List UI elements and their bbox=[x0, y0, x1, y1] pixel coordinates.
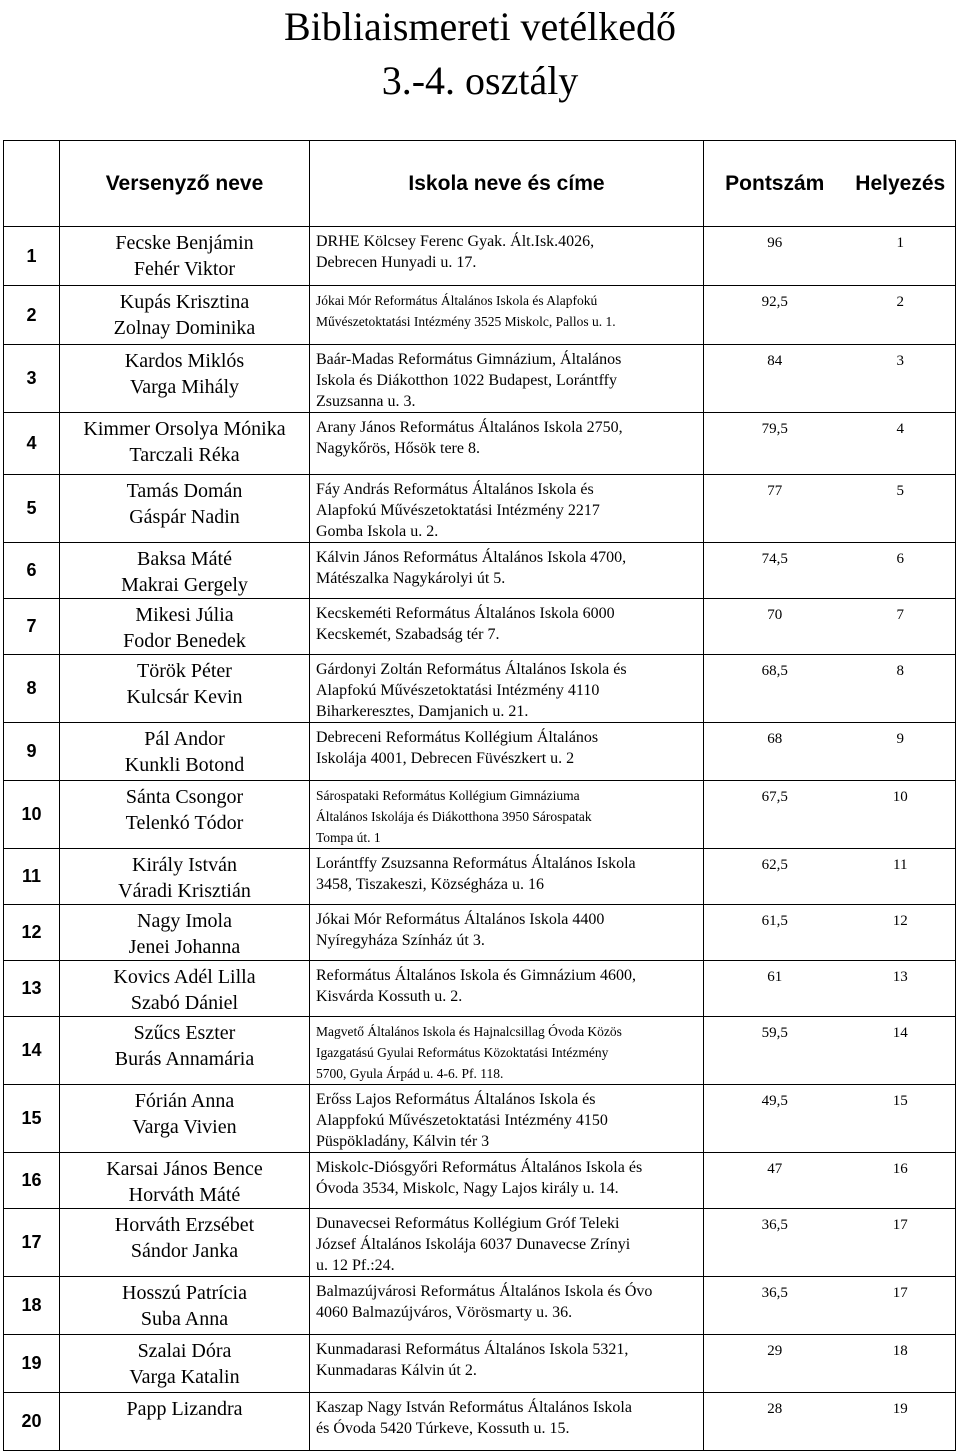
contestant-name: Kovics Adél Lilla bbox=[113, 966, 256, 988]
school-line: DRHE Kölcsey Ferenc Gyak. Ált.Isk.4026, bbox=[316, 233, 595, 250]
contestant-name: Suba Anna bbox=[140, 1308, 229, 1330]
title-line-2: 3.-4. osztály bbox=[381, 58, 579, 103]
score-value: 67,5 bbox=[704, 781, 846, 849]
school-info bbox=[310, 1085, 704, 1153]
table-row bbox=[4, 286, 956, 345]
school-line: Miskolc-Diósgyőri Református Általános Iskola és bbox=[316, 1159, 643, 1176]
place-value: 17 bbox=[846, 1209, 956, 1277]
contestant-name: Telenkó Tódor bbox=[125, 812, 244, 834]
row-number: 8 bbox=[4, 655, 60, 723]
score-value: 49,5 bbox=[704, 1085, 846, 1153]
contestant-name: Baksa Máté bbox=[137, 548, 232, 570]
row-number: 13 bbox=[4, 961, 60, 1017]
contestant-name: Tamás Domán bbox=[126, 480, 243, 502]
contestant-names bbox=[60, 599, 310, 655]
school-line: Kecskeméti Református Általános Iskola 6000 bbox=[316, 605, 615, 622]
row-number: 19 bbox=[4, 1335, 60, 1393]
row-number: 15 bbox=[4, 1085, 60, 1153]
school-info bbox=[310, 1393, 704, 1451]
score-value: 77 bbox=[704, 475, 846, 543]
score-value: 96 bbox=[704, 227, 846, 286]
table-row bbox=[4, 475, 956, 543]
school-line: Református Általános Iskola és Gimnázium 4600, bbox=[316, 967, 636, 984]
row-number: 11 bbox=[4, 849, 60, 905]
school-line: Biharkeresztes, Damjanich u. 21. bbox=[316, 703, 529, 720]
place-value: 3 bbox=[846, 345, 956, 413]
school-info bbox=[310, 905, 704, 961]
table-row bbox=[4, 1335, 956, 1393]
table-row bbox=[4, 723, 956, 781]
contestant-name: Varga Mihály bbox=[129, 376, 240, 398]
table-row bbox=[4, 1017, 956, 1085]
table-row bbox=[4, 1393, 956, 1451]
place-value: 1 bbox=[846, 227, 956, 286]
contestant-name: Kulcsár Kevin bbox=[126, 686, 243, 708]
school-line: Erőss Lajos Református Általános Iskola és bbox=[316, 1091, 596, 1108]
contestant-names bbox=[60, 413, 310, 475]
table-row bbox=[4, 345, 956, 413]
row-number: 5 bbox=[4, 475, 60, 543]
contestant-name: Gáspár Nadin bbox=[129, 506, 240, 528]
contestant-names bbox=[60, 905, 310, 961]
school-info bbox=[310, 1277, 704, 1335]
school-info bbox=[310, 413, 704, 475]
school-info bbox=[310, 345, 704, 413]
contestant-name: Mikesi Júlia bbox=[135, 604, 234, 626]
school-line: József Általános Iskolája 6037 Dunavecse Zrínyi bbox=[316, 1236, 631, 1253]
contestant-names bbox=[60, 849, 310, 905]
contestant-name: Sándor Janka bbox=[130, 1240, 239, 1262]
contestant-name: Varga Vivien bbox=[132, 1116, 237, 1138]
school-line: Kaszap Nagy István Református Általános Iskola bbox=[316, 1399, 632, 1416]
header-row bbox=[4, 141, 956, 227]
row-number: 14 bbox=[4, 1017, 60, 1085]
score-value: 28 bbox=[704, 1393, 846, 1451]
row-number: 4 bbox=[4, 413, 60, 475]
school-line: Debreceni Református Kollégium Általános bbox=[316, 729, 599, 746]
place-value: 17 bbox=[846, 1277, 956, 1335]
table-row bbox=[4, 599, 956, 655]
school-line: Fáy András Református Általános Iskola és bbox=[316, 481, 594, 498]
school-line: Püspökladány, Kálvin tér 3 bbox=[316, 1133, 490, 1150]
score-value: 36,5 bbox=[704, 1277, 846, 1335]
contestant-name: Burás Annamária bbox=[114, 1048, 255, 1070]
school-line: Gárdonyi Zoltán Református Általános Iskola és bbox=[316, 661, 627, 678]
school-line: 3458, Tiszakeszi, Községháza u. 16 bbox=[316, 876, 544, 893]
contestant-name: Király István bbox=[132, 854, 237, 876]
school-line: 5700, Gyula Árpád u. 4-6. Pf. 118. bbox=[316, 1066, 504, 1081]
contestant-name: Török Péter bbox=[137, 660, 232, 682]
contestant-name: Tarczali Réka bbox=[129, 444, 240, 466]
school-line: Debrecen Hunyadi u. 17. bbox=[316, 254, 477, 271]
score-value: 92,5 bbox=[704, 286, 846, 345]
school-info bbox=[310, 543, 704, 599]
place-value: 9 bbox=[846, 723, 956, 781]
contestant-name: Pál Andor bbox=[144, 728, 225, 750]
school-line: Nagykőrös, Hősök tere 8. bbox=[316, 440, 480, 457]
contestant-name: Varga Katalin bbox=[129, 1366, 240, 1388]
school-line: Tompa út. 1 bbox=[316, 830, 381, 845]
contestant-names bbox=[60, 723, 310, 781]
score-value: 79,5 bbox=[704, 413, 846, 475]
score-value: 62,5 bbox=[704, 849, 846, 905]
place-value: 14 bbox=[846, 1017, 956, 1085]
contestant-name: Fórián Anna bbox=[134, 1090, 235, 1112]
contestant-name: Kunkli Botond bbox=[124, 754, 245, 776]
school-info bbox=[310, 599, 704, 655]
results-table-wrap bbox=[3, 140, 955, 1451]
contestant-names bbox=[60, 1209, 310, 1277]
table-row bbox=[4, 413, 956, 475]
contestant-name: Horváth Erzsébet bbox=[114, 1214, 255, 1236]
place-value: 7 bbox=[846, 599, 956, 655]
place-value: 11 bbox=[846, 849, 956, 905]
score-value: 47 bbox=[704, 1153, 846, 1209]
place-value: 19 bbox=[846, 1393, 956, 1451]
row-number: 6 bbox=[4, 543, 60, 599]
contestant-name: Hosszú Patrícia bbox=[122, 1282, 247, 1304]
table-body bbox=[4, 227, 956, 1451]
score-value: 36,5 bbox=[704, 1209, 846, 1277]
place-value: 13 bbox=[846, 961, 956, 1017]
header-name: Versenyző neve bbox=[60, 141, 310, 227]
header-school: Iskola neve és címe bbox=[310, 141, 704, 227]
contestant-name: Papp Lizandra bbox=[126, 1398, 243, 1420]
table-row bbox=[4, 905, 956, 961]
contestant-names bbox=[60, 475, 310, 543]
contestant-name: Kimmer Orsolya Mónika bbox=[83, 418, 286, 440]
school-line: Kecskemét, Szabadság tér 7. bbox=[316, 626, 500, 643]
row-number: 9 bbox=[4, 723, 60, 781]
school-info bbox=[310, 286, 704, 345]
school-info bbox=[310, 723, 704, 781]
score-value: 84 bbox=[704, 345, 846, 413]
place-value: 2 bbox=[846, 286, 956, 345]
place-value: 18 bbox=[846, 1335, 956, 1393]
place-value: 15 bbox=[846, 1085, 956, 1153]
header-number bbox=[4, 141, 60, 227]
row-number: 7 bbox=[4, 599, 60, 655]
table-row bbox=[4, 849, 956, 905]
school-line: Alapfokú Művészetoktatási Intézmény 2217 bbox=[316, 502, 600, 519]
school-info bbox=[310, 849, 704, 905]
school-line: Baár-Madas Református Gimnázium, Általános bbox=[316, 351, 622, 368]
contestant-name: Karsai János Bence bbox=[106, 1158, 263, 1180]
contestant-name: Fehér Viktor bbox=[133, 258, 236, 280]
score-value: 68 bbox=[704, 723, 846, 781]
school-line: Arany János Református Általános Iskola 2750, bbox=[316, 419, 623, 436]
score-value: 29 bbox=[704, 1335, 846, 1393]
school-line: Jókai Mór Református Általános Iskola és Alapfokú bbox=[316, 293, 598, 308]
contestant-name: Fodor Benedek bbox=[123, 630, 246, 652]
school-line: u. 12 Pf.:24. bbox=[316, 1257, 395, 1274]
contestant-name: Váradi Krisztián bbox=[118, 880, 251, 902]
school-line: Kisvárda Kossuth u. 2. bbox=[316, 988, 463, 1005]
school-info bbox=[310, 1335, 704, 1393]
table-row bbox=[4, 781, 956, 849]
school-info bbox=[310, 1209, 704, 1277]
school-line: Lorántffy Zsuzsanna Református Általános Iskola bbox=[316, 855, 636, 872]
header-place: Helyezés bbox=[846, 141, 956, 227]
school-line: Kunmadaras Kálvin út 2. bbox=[316, 1362, 477, 1379]
school-line: Gomba Iskola u. 2. bbox=[316, 523, 439, 540]
row-number: 17 bbox=[4, 1209, 60, 1277]
contestant-names bbox=[60, 655, 310, 723]
row-number: 10 bbox=[4, 781, 60, 849]
row-number: 20 bbox=[4, 1393, 60, 1451]
school-info bbox=[310, 1017, 704, 1085]
school-line: Általános Iskolája és Diákotthona 3950 Sárospatak bbox=[316, 809, 592, 824]
school-info bbox=[310, 961, 704, 1017]
school-line: Művészetoktatási Intézmény 3525 Miskolc, Pallos u. 1. bbox=[316, 314, 616, 329]
contestant-names bbox=[60, 1393, 310, 1451]
table-row bbox=[4, 1153, 956, 1209]
school-info bbox=[310, 781, 704, 849]
contestant-name: Zolnay Dominika bbox=[113, 317, 256, 339]
contestant-name: Jenei Johanna bbox=[128, 936, 241, 958]
table-row bbox=[4, 543, 956, 599]
school-line: Zsuzsanna u. 3. bbox=[316, 393, 416, 410]
contestant-name: Nagy Imola bbox=[137, 910, 232, 932]
school-line: Nyíregyháza Színház út 3. bbox=[316, 932, 485, 949]
contestant-names bbox=[60, 1335, 310, 1393]
school-line: Igazgatású Gyulai Református Közoktatási Intézmény bbox=[316, 1045, 609, 1060]
school-line: Óvoda 3534, Miskolc, Nagy Lajos király u. 14. bbox=[316, 1180, 619, 1197]
contestant-name: Szűcs Eszter bbox=[133, 1022, 236, 1044]
score-value: 61,5 bbox=[704, 905, 846, 961]
results-table bbox=[3, 140, 956, 1451]
contestant-names bbox=[60, 543, 310, 599]
school-line: Kunmadarasi Református Általános Iskola 5321, bbox=[316, 1341, 629, 1358]
school-line: Balmazújvárosi Református Általános Iskola és Óvo bbox=[316, 1283, 653, 1300]
place-value: 6 bbox=[846, 543, 956, 599]
place-value: 5 bbox=[846, 475, 956, 543]
table-row bbox=[4, 227, 956, 286]
school-line: Alapfokú Művészetoktatási Intézmény 4110 bbox=[316, 682, 600, 699]
contestant-names bbox=[60, 1153, 310, 1209]
score-value: 68,5 bbox=[704, 655, 846, 723]
place-value: 8 bbox=[846, 655, 956, 723]
contestant-names bbox=[60, 1017, 310, 1085]
score-value: 61 bbox=[704, 961, 846, 1017]
school-line: 4060 Balmazújváros, Vörösmarty u. 36. bbox=[316, 1304, 573, 1321]
contestant-name: Szabó Dániel bbox=[130, 992, 239, 1014]
contestant-names bbox=[60, 781, 310, 849]
school-info bbox=[310, 475, 704, 543]
contestant-names bbox=[60, 1277, 310, 1335]
row-number: 12 bbox=[4, 905, 60, 961]
place-value: 12 bbox=[846, 905, 956, 961]
school-line: Iskolája 4001, Debrecen Füvészkert u. 2 bbox=[316, 750, 575, 767]
header-score: Pontszám bbox=[704, 141, 846, 227]
contestant-name: Kupás Krisztina bbox=[119, 291, 250, 313]
school-line: Alappfokú Művészetoktatási Intézmény 4150 bbox=[316, 1112, 608, 1129]
score-value: 59,5 bbox=[704, 1017, 846, 1085]
school-line: Kálvin János Református Általános Iskola 4700, bbox=[316, 549, 627, 566]
title-block bbox=[0, 0, 960, 138]
title-line-1: Bibliaismereti vetélkedő bbox=[283, 4, 677, 49]
school-info bbox=[310, 655, 704, 723]
school-info bbox=[310, 227, 704, 286]
contestant-name: Makrai Gergely bbox=[121, 574, 248, 596]
school-line: Mátészalka Nagykárolyi út 5. bbox=[316, 570, 506, 587]
contestant-name: Horváth Máté bbox=[128, 1184, 241, 1206]
contestant-name: Kardos Miklós bbox=[124, 350, 245, 372]
score-value: 70 bbox=[704, 599, 846, 655]
school-line: Iskola és Diákotthon 1022 Budapest, Lorántffy bbox=[316, 372, 617, 389]
school-line: Jókai Mór Református Általános Iskola 4400 bbox=[316, 911, 605, 928]
place-value: 16 bbox=[846, 1153, 956, 1209]
table-row bbox=[4, 655, 956, 723]
contestant-name: Sánta Csongor bbox=[125, 786, 244, 808]
school-info bbox=[310, 1153, 704, 1209]
school-line: és Óvoda 5420 Túrkeve, Kossuth u. 15. bbox=[316, 1420, 570, 1437]
row-number: 1 bbox=[4, 227, 60, 286]
table-row bbox=[4, 961, 956, 1017]
table-row bbox=[4, 1085, 956, 1153]
row-number: 3 bbox=[4, 345, 60, 413]
contestant-names bbox=[60, 961, 310, 1017]
row-number: 2 bbox=[4, 286, 60, 345]
place-value: 4 bbox=[846, 413, 956, 475]
contestant-names bbox=[60, 345, 310, 413]
table-row bbox=[4, 1277, 956, 1335]
row-number: 18 bbox=[4, 1277, 60, 1335]
contestant-names bbox=[60, 227, 310, 286]
school-line: Magvető Általános Iskola és Hajnalcsillag Óvoda Közös bbox=[316, 1024, 622, 1039]
school-line: Sárospataki Református Kollégium Gimnáziuma bbox=[316, 788, 580, 803]
contestant-names bbox=[60, 1085, 310, 1153]
place-value: 10 bbox=[846, 781, 956, 849]
school-line: Dunavecsei Református Kollégium Gróf Teleki bbox=[316, 1215, 620, 1232]
table-row bbox=[4, 1209, 956, 1277]
contestant-name: Szalai Dóra bbox=[137, 1340, 232, 1362]
contestant-name: Fecske Benjámin bbox=[115, 232, 254, 254]
score-value: 74,5 bbox=[704, 543, 846, 599]
row-number: 16 bbox=[4, 1153, 60, 1209]
contestant-names bbox=[60, 286, 310, 345]
